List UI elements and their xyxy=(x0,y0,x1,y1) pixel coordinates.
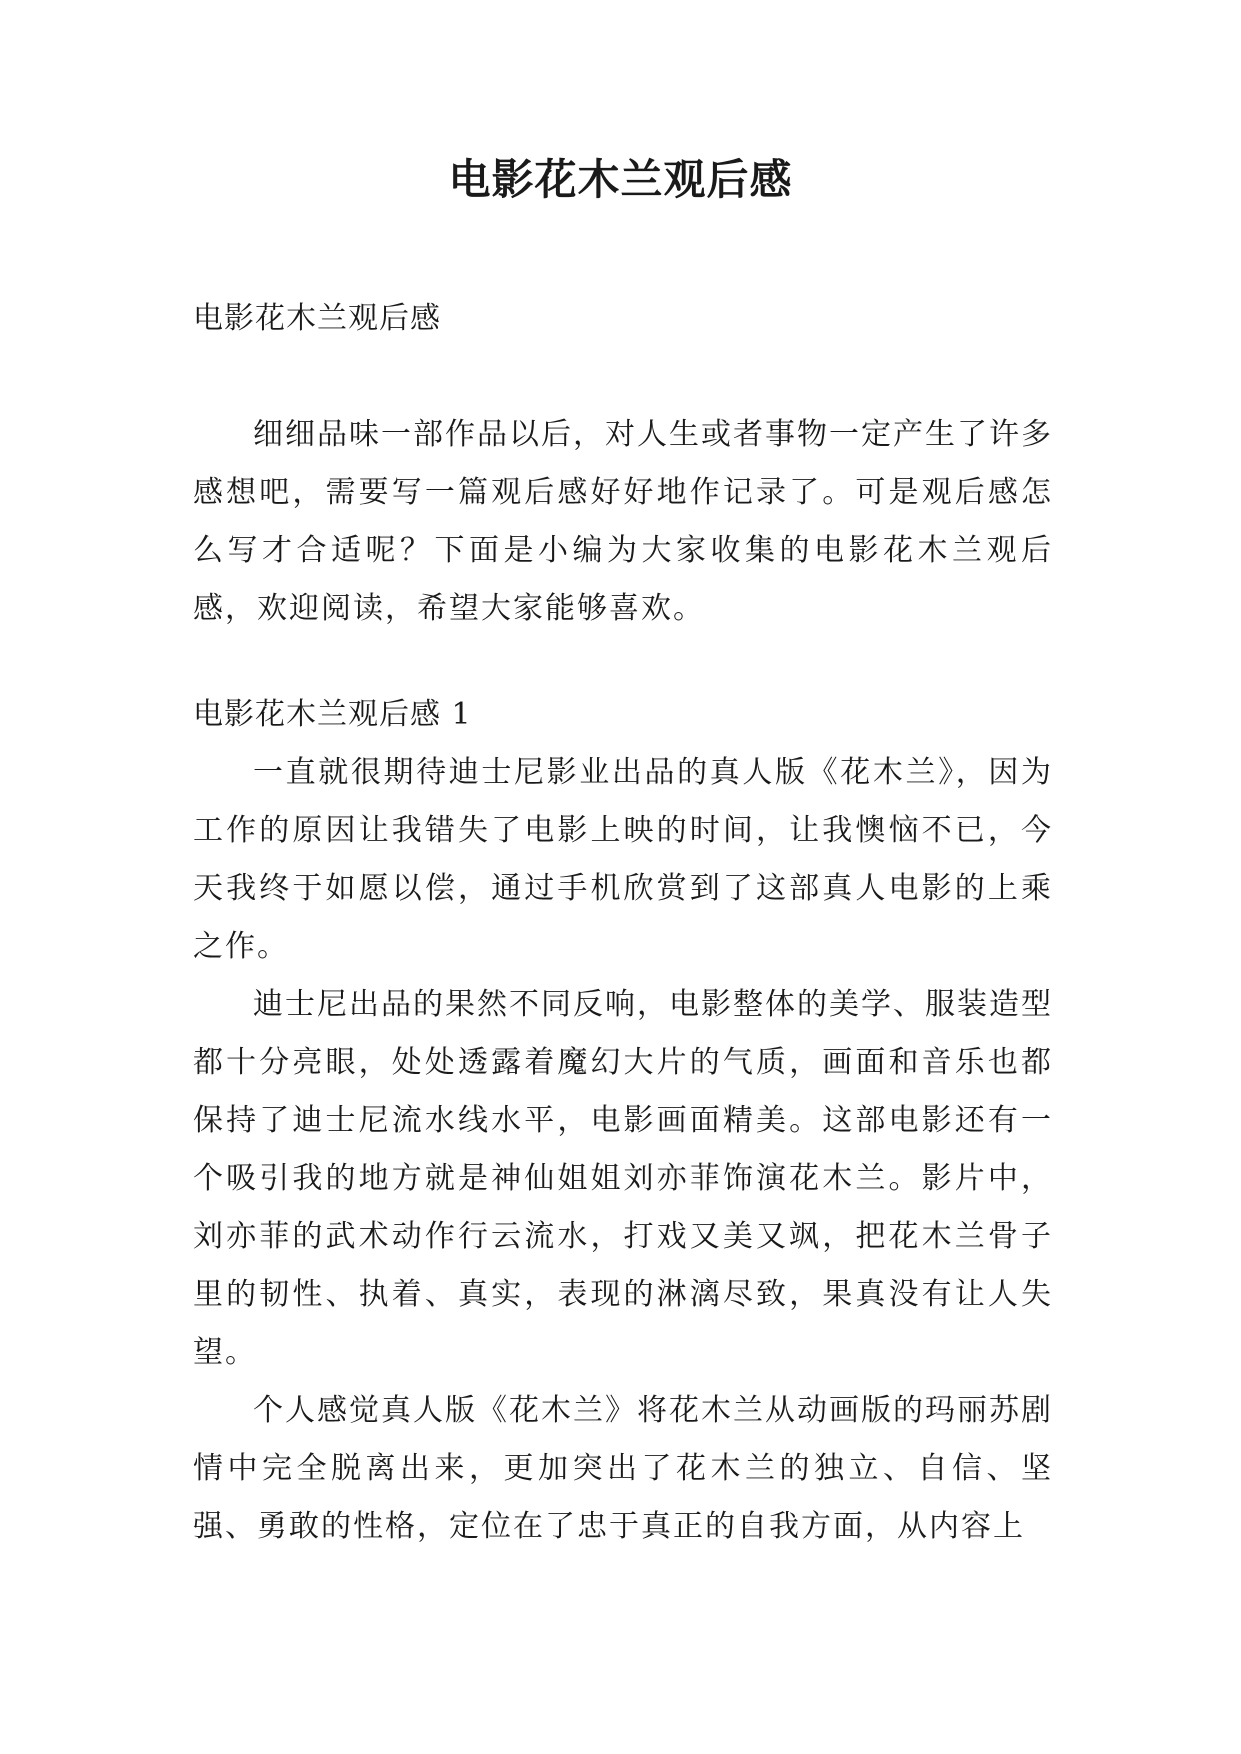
spacer xyxy=(193,638,1053,686)
intro-paragraph: 细细品味一部作品以后，对人生或者事物一定产生了许多感想吧，需要写一篇观后感好好地作记录了。可是观后感怎么写才合适呢？下面是小编为大家收集的电影花木兰观后感，欢迎阅读，希望大家能够喜欢。 xyxy=(193,417,1053,626)
spacer xyxy=(193,348,1053,406)
document-subtitle: 电影花木兰观后感 xyxy=(193,301,441,336)
section-heading: 电影花木兰观后感 1 xyxy=(193,697,472,732)
body-paragraph: 一直就很期待迪士尼影业出品的真人版《花木兰》，因为工作的原因让我错失了电影上映的时间，让我懊恼不已，今天我终于如愿以偿，通过手机欣赏到了这部真人电影的上乘之作。 xyxy=(193,755,1053,964)
body-paragraph: 迪士尼出品的果然不同反响，电影整体的美学、服装造型都十分亮眼，处处透露着魔幻大片的气质，画面和音乐也都保持了迪士尼流水线水平，电影画面精美。这部电影还有一个吸引我的地方就是神仙姐姐刘亦菲饰演花木兰。影片中，刘亦菲的武术动作行云流水，打戏又美又飒，把花木兰骨子里的韧性、执着、真实，表现的淋漓尽致，果真没有让人失望。 xyxy=(193,987,1053,1370)
body-paragraph: 个人感觉真人版《花木兰》将花木兰从动画版的玛丽苏剧情中完全脱离出来，更加突出了花木兰的独立、自信、坚强、勇敢的性格，定位在了忠于真正的自我方面，从内容上 xyxy=(193,1393,1053,1544)
document-body xyxy=(193,290,1053,1556)
page-title: 电影花木兰观后感 xyxy=(448,155,793,204)
